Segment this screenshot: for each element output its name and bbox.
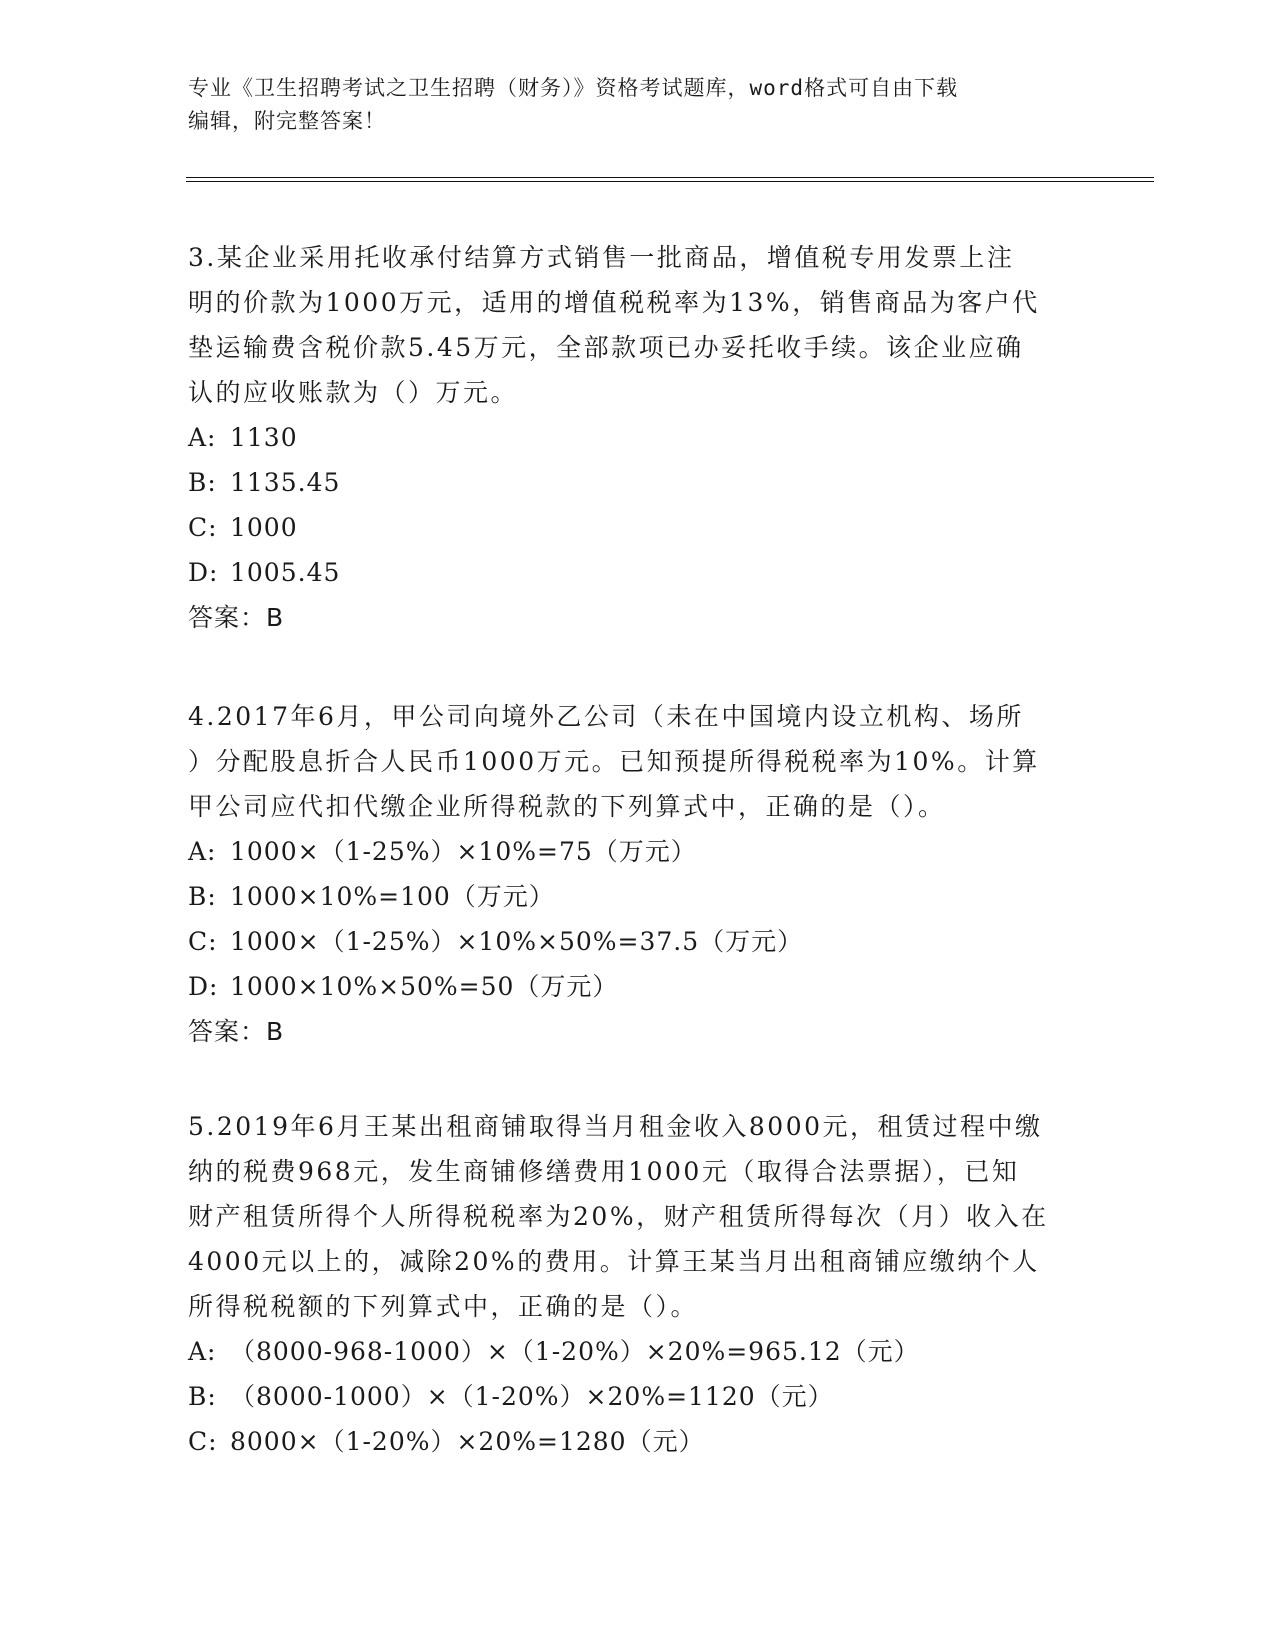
option-letter: C: xyxy=(188,927,218,956)
question-stem-line: 认的应收账款为（）万元。 xyxy=(188,378,519,407)
question-5 xyxy=(188,1104,1088,1464)
question-stem-line: 财产租赁所得个人所得税税率为20%，财产租赁所得每次（月）收入在 xyxy=(188,1202,1049,1231)
question-stem-line: 4.2017年6月，甲公司向境外乙公司（未在中国境内设立机构、场所 xyxy=(188,702,1024,731)
question-stem-line: 5.2019年6月王某出租商铺取得当月租金收入8000元，租赁过程中缴 xyxy=(188,1112,1043,1141)
answer: 答案：B xyxy=(188,1017,285,1046)
option-c xyxy=(188,1419,1088,1464)
option-text: 1000 xyxy=(230,513,298,542)
header-line-2: 编辑，附完整答案！ xyxy=(188,109,386,133)
option-c xyxy=(188,505,1088,550)
option-text: 1000×10%=100（万元） xyxy=(230,882,555,911)
option-letter: A: xyxy=(188,423,217,452)
question-stem-line: ）分配股息折合人民币1000万元。已知预提所得税税率为10%。计算 xyxy=(188,747,1040,776)
option-text: 1000×10%×50%=50（万元） xyxy=(230,972,619,1001)
question-stem-line: 3.某企业采用托收承付结算方式销售一批商品，增值税专用发票上注 xyxy=(188,243,1015,272)
option-letter: B: xyxy=(188,1382,217,1411)
option-b xyxy=(188,1374,1088,1419)
option-letter: A: xyxy=(188,1337,217,1366)
answer: 答案：B xyxy=(188,603,285,632)
option-b xyxy=(188,460,1088,505)
option-letter: C: xyxy=(188,1427,218,1456)
option-text: 1135.45 xyxy=(230,468,341,497)
option-c xyxy=(188,919,1088,964)
header-divider-bottom xyxy=(186,181,1154,182)
option-b xyxy=(188,874,1088,919)
question-stem-line: 明的价款为1000万元，适用的增值税税率为13%，销售商品为客户代 xyxy=(188,288,1040,317)
option-letter: D: xyxy=(188,558,219,587)
option-text: 1130 xyxy=(230,423,298,452)
document-header xyxy=(188,72,1088,138)
option-text: （8000-968-1000）×（1-20%）×20%=965.12（元） xyxy=(230,1337,920,1366)
option-text: （8000-1000）×（1-20%）×20%=1120（元） xyxy=(230,1382,834,1411)
option-text: 1005.45 xyxy=(230,558,341,587)
option-a xyxy=(188,1329,1088,1374)
question-stem-line: 4000元以上的，减除20%的费用。计算王某当月出租商铺应缴纳个人 xyxy=(188,1247,1040,1276)
option-letter: C: xyxy=(188,513,218,542)
option-text: 1000×（1-25%）×10%×50%=37.5（万元） xyxy=(230,927,804,956)
option-a xyxy=(188,415,1088,460)
option-letter: A: xyxy=(188,837,217,866)
question-stem-line: 垫运输费含税价款5.45万元，全部款项已办妥托收手续。该企业应确 xyxy=(188,333,1024,362)
option-letter: B: xyxy=(188,468,217,497)
option-text: 8000×（1-20%）×20%=1280（元） xyxy=(230,1427,705,1456)
option-d xyxy=(188,550,1088,595)
option-d xyxy=(188,964,1088,1009)
question-stem-line: 甲公司应代扣代缴企业所得税款的下列算式中，正确的是（）。 xyxy=(188,792,946,821)
question-3 xyxy=(188,235,1088,640)
option-text: 1000×（1-25%）×10%=75（万元） xyxy=(230,837,697,866)
option-letter: D: xyxy=(188,972,219,1001)
header-divider-top xyxy=(186,177,1154,178)
header-line-1: 专业《卫生招聘考试之卫生招聘（财务）》资格考试题库，word格式可自由下载 xyxy=(188,76,959,100)
option-a xyxy=(188,829,1088,874)
option-letter: B: xyxy=(188,882,217,911)
question-4 xyxy=(188,694,1088,1054)
question-stem-line: 所得税税额的下列算式中，正确的是（）。 xyxy=(188,1292,699,1321)
question-stem-line: 纳的税费968元，发生商铺修缮费用1000元（取得合法票据），已知 xyxy=(188,1157,1020,1186)
